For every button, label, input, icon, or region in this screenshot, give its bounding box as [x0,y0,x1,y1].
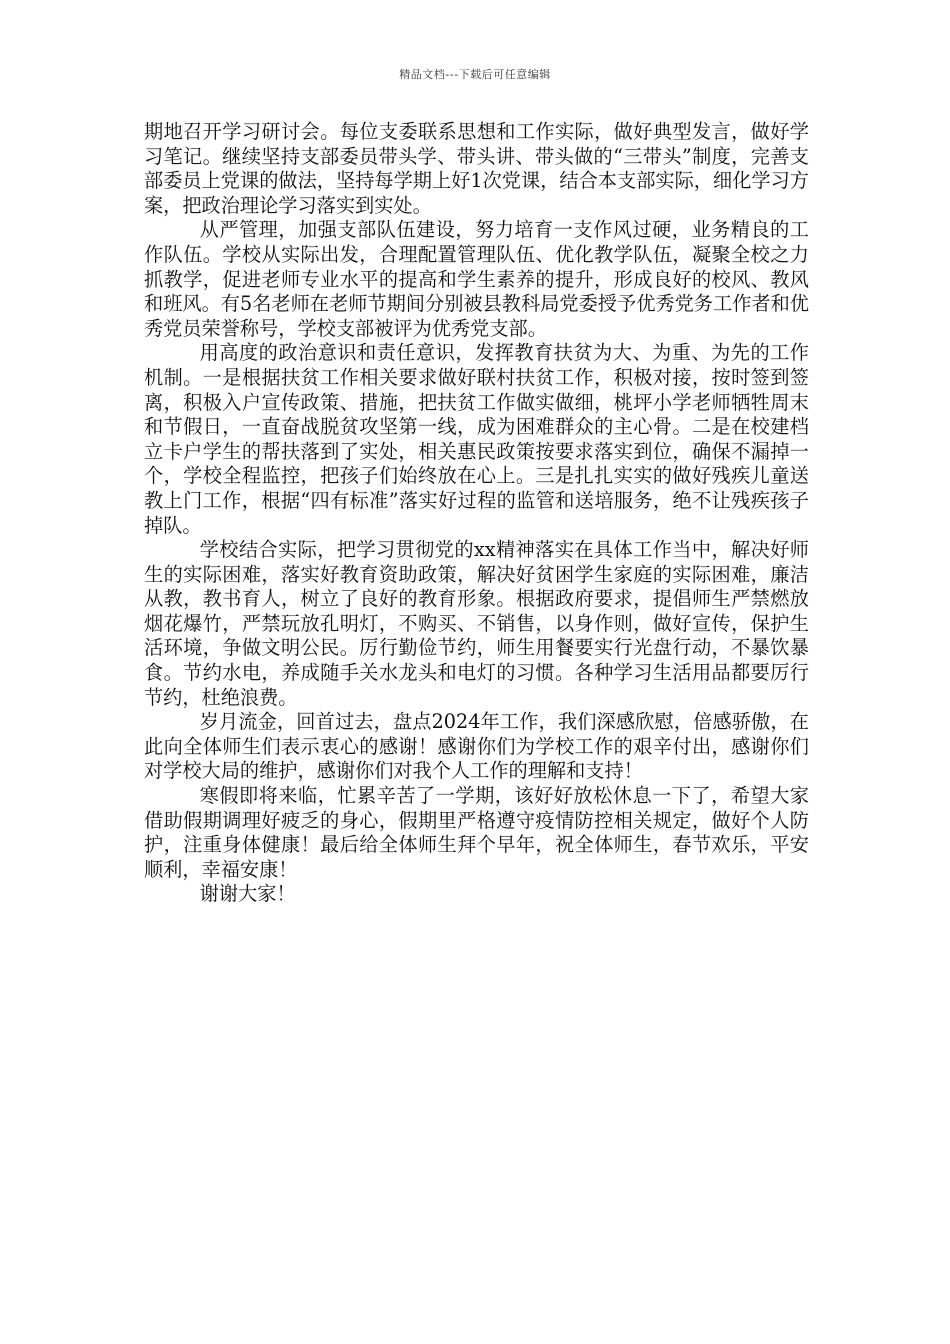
paragraph-strict-management: 从严管理，加强支部队伍建设，努力培育一支作风过硬，业务精良的工作队伍。学校从实际出发，合理配置管理队伍、优化教学队伍，凝聚全校之力抓教学，促进老师专业水平的提高和学生素养的提升，形成良好的校风、教风和班风。有5名老师在老师节期间分别被县教科局党委授予优秀党务工作者和优秀党员荣誉称号，学校支部被评为优秀党支部。 [144,218,809,340]
paragraph-poverty-alleviation: 用高度的政治意识和责任意识，发挥教育扶贫为大、为重、为先的工作机制。一是根据扶贫工作相关要求做好联村扶贫工作，积极对接，按时签到签离，积极入户宣传政策、措施，把扶贫工作做实做细，桃坪小学老师牺牲周末和节假日，一直奋战脱贫攻坚第一线，成为困难群众的主心骨。二是在校建档立卡户学生的帮扶落到了实处，相关惠民政策按要求落实到位，确保不漏掉一个，学校全程监控，把孩子们始终放在心上。三是扎扎实实的做好残疾儿童送教上门工作，根据“四有标准”落实好过程的监管和送培服务，绝不让残疾孩子掉队。 [144,341,809,537]
paragraph-winter-holiday: 寒假即将来临，忙累辛苦了一学期，该好好放松休息一下了，希望大家借助假期调理好疲乏的身心，假期里严格遵守疫情防控相关规定，做好个人防护，注重身体健康！最后给全体师生拜个早年，祝全体师生，春节欢乐，平安顺利，幸福安康！ [144,784,809,881]
paragraph-review-thanks: 岁月流金，回首过去，盘点2024年工作，我们深感欣慰，倍感骄傲，在此向全体师生们表示衷心的感谢！感谢你们为学校工作的艰辛付出，感谢你们对学校大局的维护，感谢你们对我个人工作的理解和支持！ [144,710,809,783]
paragraph-school-practice: 学校结合实际，把学习贯彻党的xx精神落实在具体工作当中，解决好师生的实际困难，落实好教育资助政策，解决好贫困学生家庭的实际困难，廉洁从教，教书育人，树立了良好的教育形象。根据政府要求，提倡师生严禁燃放烟花爆竹，严禁玩放孔明灯，不购买、不销售，以身作则，做好宣传，保护生活环境，争做文明公民。厉行勤俭节约，师生用餐要实行光盘行动，不暴饮暴食。节约水电，养成随手关水龙头和电灯的习惯。各种学习生活用品都要厉行节约，杜绝浪费。 [144,538,809,709]
page-header: 精品文档---下载后可任意编辑 [399,68,551,81]
paragraph-closing: 谢谢大家！ [199,882,296,906]
document-body [144,120,809,907]
paragraph-study-continuation: 期地召开学习研讨会。每位支委联系思想和工作实际，做好典型发言，做好学习笔记。继续坚持支部委员带头学、带头讲、带头做的“三带头”制度，完善支部委员上党课的做法，坚持每学期上好1次党课，结合本支部实际，细化学习方案，把政治理论学习落实到实处。 [144,120,809,217]
